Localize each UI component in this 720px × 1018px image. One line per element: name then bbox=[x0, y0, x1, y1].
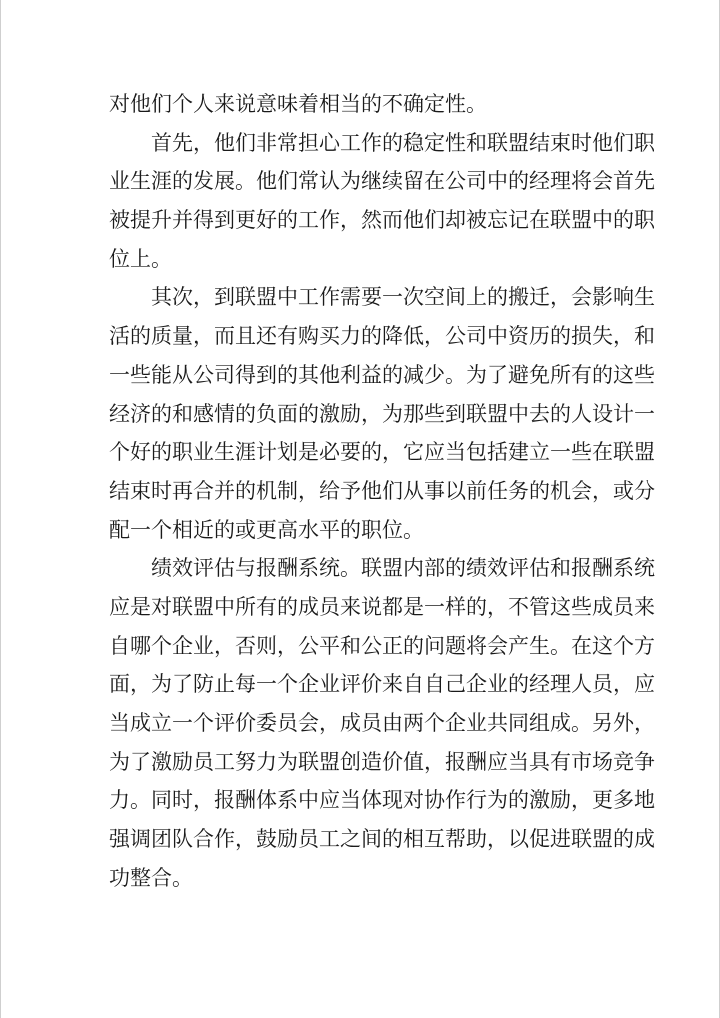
text-line: 功整合。 bbox=[109, 865, 193, 890]
text-line: 当成立一个评价委员会，成员由两个企业共同组成。另外， bbox=[109, 711, 655, 735]
text-line: 活的质量，而且还有购买力的降低，公司中资历的损失，和 bbox=[109, 324, 655, 349]
text-line: 应是对联盟中所有的成员来说都是一样的，不管这些成员来 bbox=[109, 594, 655, 619]
text-line: 对他们个人来说意味着相当的不确定性。 bbox=[109, 92, 487, 116]
text-line: 力。同时，报酬体系中应当体现对协作行为的激励，更多地 bbox=[109, 788, 655, 813]
text-line: 个好的职业生涯计划是必要的，它应当包括建立一些在联盟 bbox=[109, 440, 655, 465]
text-line: 面，为了防止每一个企业评价来自自己企业的经理人员，应 bbox=[109, 672, 655, 697]
text-line: 被提升并得到更好的工作，然而他们却被忘记在联盟中的职 bbox=[109, 208, 655, 233]
text-line: 结束时再合并的机制，给予他们从事以前任务的机会，或分 bbox=[109, 478, 655, 503]
body-text bbox=[109, 85, 655, 897]
text-line: 绩效评估与报酬系统。联盟内部的绩效评估和报酬系统 bbox=[151, 556, 655, 581]
text-line: 业生涯的发展。他们常认为继续留在公司中的经理将会首先 bbox=[109, 169, 655, 194]
text-line: 强调团队合作，鼓励员工之间的相互帮助，以促进联盟的成 bbox=[109, 827, 655, 852]
text-line: 为了激励员工努力为联盟创造价值，报酬应当具有市场竞争 bbox=[109, 749, 655, 774]
text-line: 经济的和感情的负面的激励，为那些到联盟中去的人设计一 bbox=[109, 401, 655, 426]
text-line: 其次，到联盟中工作需要一次空间上的搬迁，会影响生 bbox=[151, 285, 655, 310]
text-line: 配一个相近的或更高水平的职位。 bbox=[109, 517, 424, 542]
text-line: 位上。 bbox=[109, 246, 172, 271]
text-line: 首先，他们非常担心工作的稳定性和联盟结束时他们职 bbox=[151, 130, 655, 155]
text-line: 自哪个企业，否则，公平和公正的问题将会产生。在这个方 bbox=[109, 633, 655, 658]
text-line: 一些能从公司得到的其他利益的减少。为了避免所有的这些 bbox=[109, 362, 655, 387]
